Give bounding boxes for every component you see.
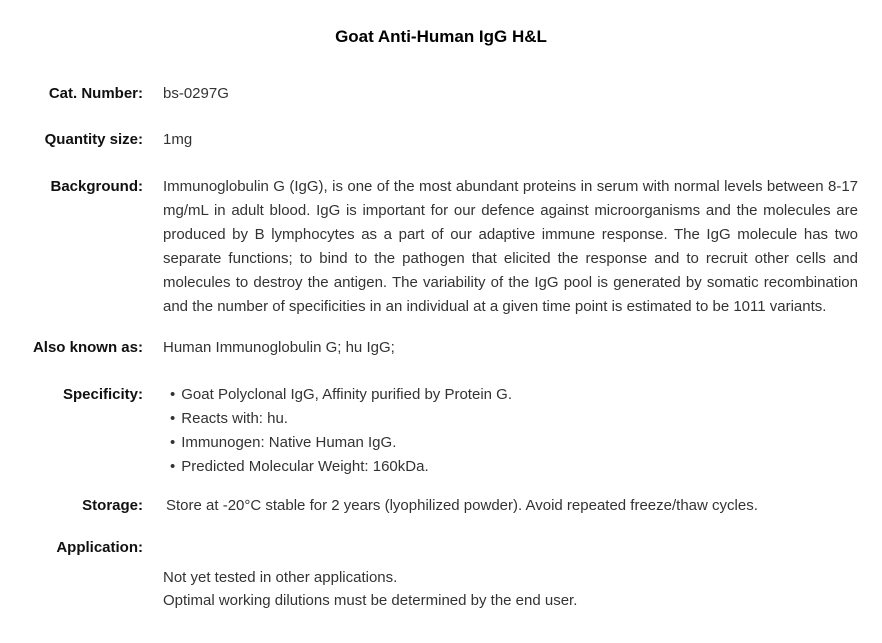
- bullet-icon: •: [170, 458, 176, 475]
- background-text: Immunoglobulin G (IgG), is one of the most abundant proteins in serum with normal levels between 8-17 mg/mL in adult blood. IgG is important for our defence against microorganisms and the molecules are produced by B lymphocytes as a part of our adaptive immune response. The IgG molecule has two separate functions; to bind to the pathogen that elicited the response and to recruit other cells and molecules to destroy the antigen. The variability of the IgG pool is generated by somatic recombination and the number of specificities in an individual at a given time point is estimated to be 1011 variants.: [163, 178, 858, 315]
- specificity-list: [163, 383, 858, 479]
- field-row-background: [0, 175, 882, 319]
- field-row-storage: [0, 495, 882, 517]
- specificity-label: Specificity:: [62, 386, 143, 403]
- application-label: Application:: [56, 539, 143, 556]
- quantity-size-value: 1mg: [163, 131, 193, 148]
- specificity-item-text: Predicted Molecular Weight: 160kDa.: [181, 458, 429, 475]
- list-item: [163, 431, 858, 455]
- list-item: [163, 383, 858, 407]
- application-line: Optimal working dilutions must be determined by the end user.: [163, 592, 578, 609]
- cat-number-value: bs-0297G: [163, 85, 229, 102]
- bullet-icon: •: [170, 434, 176, 451]
- field-row-quantity-size: [0, 131, 882, 149]
- list-item: [163, 455, 858, 479]
- page-title: Goat Anti-Human IgG H&L: [335, 27, 547, 46]
- field-row-cat-number: [0, 85, 882, 103]
- field-row-application: [0, 539, 882, 612]
- specificity-item-text: Goat Polyclonal IgG, Affinity purified by Protein G.: [181, 386, 512, 403]
- application-line: Not yet tested in other applications.: [163, 569, 398, 586]
- also-known-as-label: Also known as:: [32, 339, 143, 356]
- storage-value: Store at -20°C stable for 2 years (lyophilized powder). Avoid repeated freeze/thaw cycles.: [166, 497, 758, 514]
- field-row-specificity: [0, 383, 882, 479]
- specificity-item-text: Reacts with: hu.: [181, 410, 288, 427]
- specificity-item-text: Immunogen: Native Human IgG.: [181, 434, 397, 451]
- bullet-icon: •: [170, 410, 176, 427]
- background-label: Background:: [50, 178, 143, 195]
- application-lines: [163, 539, 858, 612]
- quantity-size-label: Quantity size:: [44, 131, 143, 148]
- also-known-as-value: Human Immunoglobulin G; hu IgG;: [163, 339, 395, 356]
- field-row-also-known-as: [0, 339, 882, 357]
- cat-number-label: Cat. Number:: [48, 85, 143, 102]
- storage-label: Storage:: [82, 497, 143, 514]
- bullet-icon: •: [170, 386, 176, 403]
- list-item: [163, 407, 858, 431]
